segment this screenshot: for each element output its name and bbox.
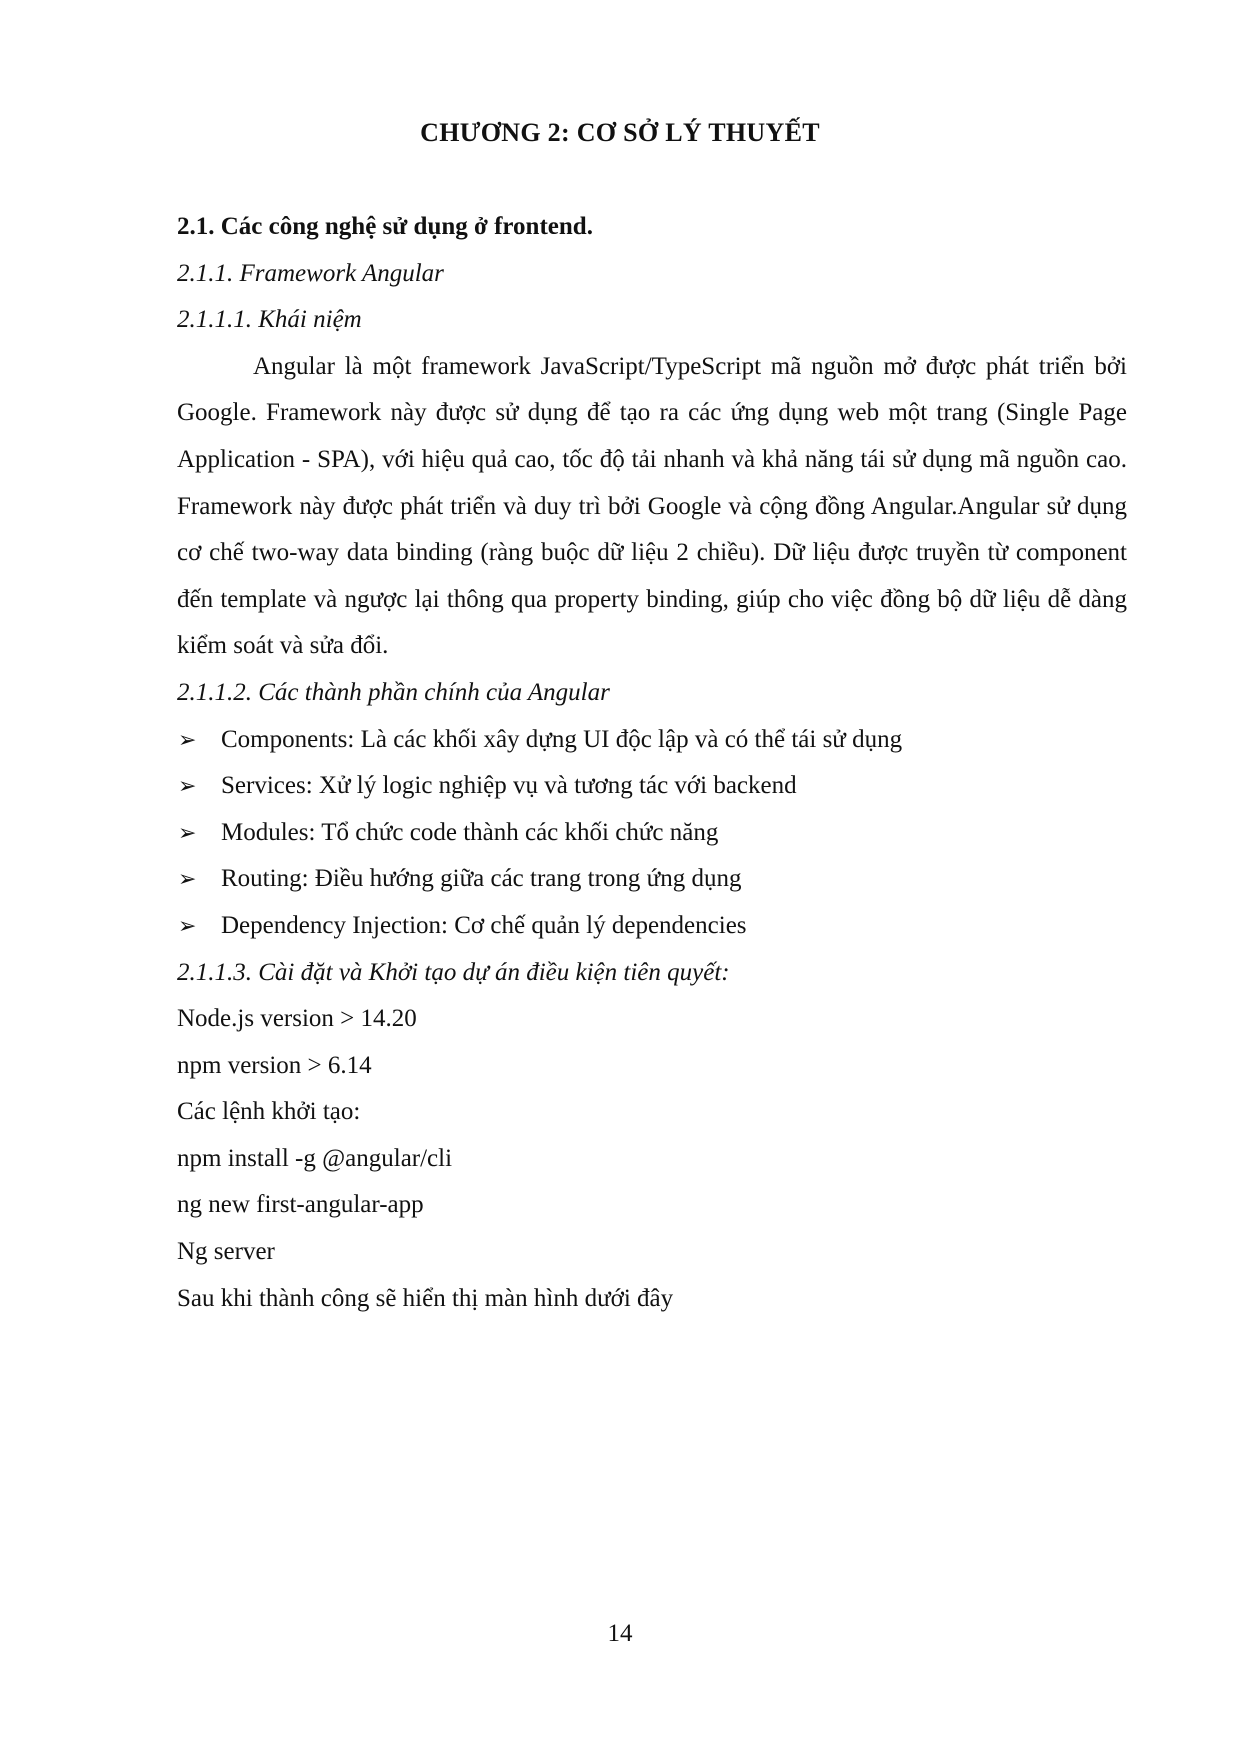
- arrowhead-bullet-icon: ➢: [178, 819, 197, 845]
- ng-new-command: ng new first-angular-app: [177, 1191, 424, 1219]
- arrowhead-bullet-icon: ➢: [178, 726, 197, 752]
- components-bullet-list: [177, 717, 1127, 950]
- npm-version-line: npm version > 6.14: [177, 1051, 372, 1079]
- list-item: [177, 810, 1127, 857]
- list-item-text: Services: Xử lý logic nghiệp vụ và tương tác với backend: [221, 772, 797, 800]
- section-2-1-1-2-heading: 2.1.1.2. Các thành phần chính của Angular: [177, 678, 610, 706]
- nodejs-version-line: Node.js version > 14.20: [177, 1005, 417, 1033]
- list-item: [177, 903, 1127, 950]
- chapter-title: CHƯƠNG 2: CƠ SỞ LÝ THUYẾT: [420, 118, 820, 147]
- arrowhead-bullet-icon: ➢: [178, 912, 197, 938]
- section-2-1-1-heading: 2.1.1. Framework Angular: [177, 259, 444, 287]
- arrowhead-bullet-icon: ➢: [178, 866, 197, 892]
- list-item: [177, 856, 1127, 903]
- page-content: [177, 204, 1127, 1322]
- list-item-text: Routing: Điều hướng giữa các trang trong ứng dụng: [221, 865, 742, 893]
- section-2-1-1-3-heading: 2.1.1.3. Cài đặt và Khởi tạo dự án điều kiện tiên quyết:: [177, 958, 730, 986]
- page-number: 14: [607, 1620, 633, 1647]
- section-2-1-1-1-heading: 2.1.1.1. Khái niệm: [177, 306, 362, 334]
- ng-serve-command: Ng server: [177, 1238, 275, 1266]
- npm-install-command: npm install -g @angular/cli: [177, 1144, 453, 1172]
- list-item: [177, 717, 1127, 764]
- concept-paragraph: Angular là một framework JavaScript/TypeScript mã nguồn mở được phát triển bởi Google. Framework này được sử dụng để tạo ra các ứng dụng web một trang (Single Page Application - SPA), với hiệu quả cao, tốc độ tải nhanh và khả năng tái sử dụng mã nguồn cao. Framework này được phát triển và duy trì bởi Google và cộng đồng Angular.Angular sử dụng cơ chế two-way data binding (ràng buộc dữ liệu 2 chiều). Dữ liệu được truyền từ component đến template và ngược lại thông qua property binding, giúp cho việc đồng bộ dữ liệu dễ dàng kiểm soát và sửa đổi.: [177, 352, 1127, 660]
- init-commands-label: Các lệnh khởi tạo:: [177, 1098, 361, 1126]
- list-item-text: Components: Là các khối xây dựng UI độc lập và có thể tái sử dụng: [221, 725, 903, 753]
- list-item-text: Dependency Injection: Cơ chế quản lý dependencies: [221, 911, 747, 939]
- list-item-text: Modules: Tổ chức code thành các khối chức năng: [221, 818, 719, 846]
- success-note: Sau khi thành công sẽ hiển thị màn hình dưới đây: [177, 1284, 674, 1312]
- list-item: [177, 763, 1127, 810]
- arrowhead-bullet-icon: ➢: [178, 773, 197, 799]
- section-2-1-heading: 2.1. Các công nghệ sử dụng ở frontend.: [177, 213, 593, 240]
